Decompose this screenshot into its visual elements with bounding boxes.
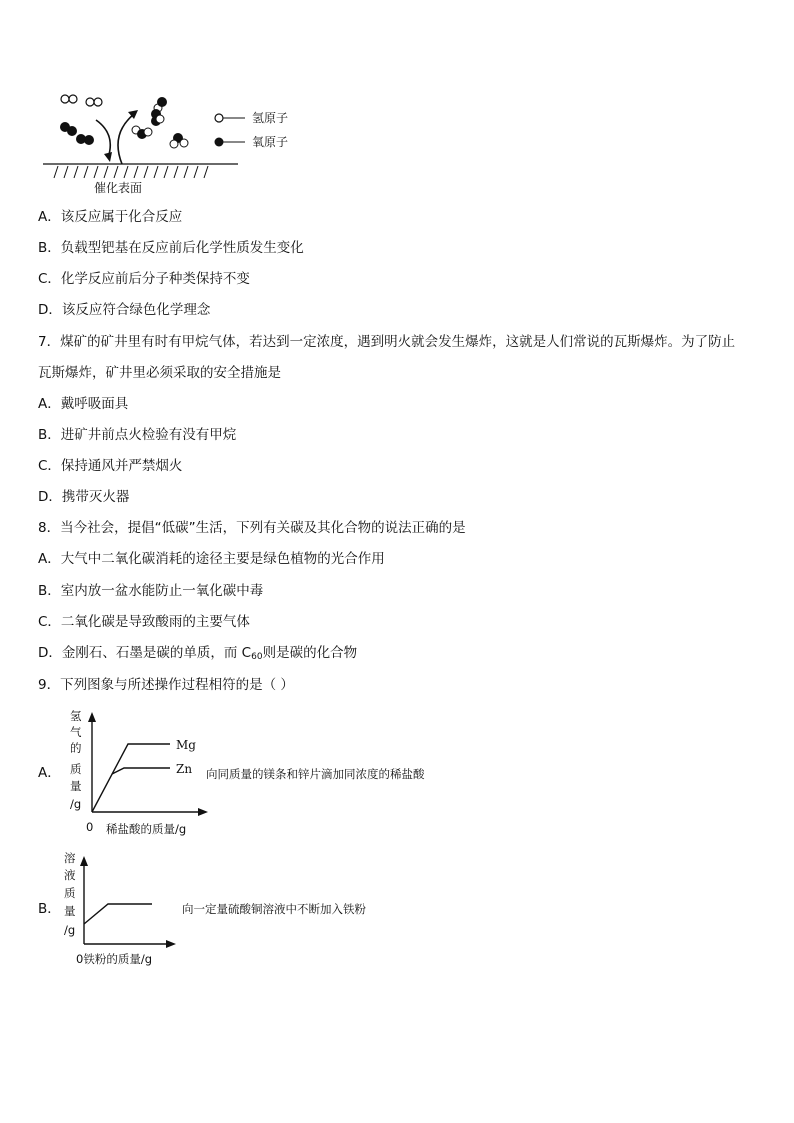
graph-b-curve bbox=[84, 904, 152, 924]
graph-a-description: 向同质量的镁条和锌片滴加同浓度的稀盐酸 bbox=[206, 767, 425, 781]
arrow-up-icon bbox=[118, 114, 134, 164]
graph-a-xlabel: 稀盐酸的质量/g bbox=[106, 822, 187, 836]
q6-option-d: D．该反应符合绿色化学理念 bbox=[38, 302, 211, 318]
h2-molecules bbox=[61, 95, 102, 106]
surface-hatching bbox=[54, 166, 208, 178]
product-molecules bbox=[132, 98, 188, 149]
graph-a-origin: 0 bbox=[86, 820, 94, 834]
q9-option-a-label: A． bbox=[38, 765, 61, 781]
q8-option-d-subscript: 60 bbox=[251, 652, 263, 662]
graph-a-mg-curve bbox=[92, 744, 170, 812]
graph-b-ylabel-2: 液 bbox=[64, 868, 76, 882]
q7-stem-line2: 瓦斯爆炸，矿井里必须采取的安全措施是 bbox=[38, 365, 281, 381]
q6-option-c: C．化学反应前后分子种类保持不变 bbox=[38, 271, 250, 287]
surface-label: 催化表面 bbox=[94, 181, 143, 195]
q9-stem: 9．下列图象与所述操作过程相符的是（ ） bbox=[38, 677, 294, 693]
graph-a-mg-label: Mg bbox=[176, 738, 196, 752]
graph-a-zn-curve bbox=[112, 768, 170, 774]
q9-graph-a bbox=[60, 706, 425, 842]
graph-a-ylabel-1: 氢 bbox=[70, 709, 82, 723]
q8-option-d bbox=[38, 644, 357, 666]
q7-option-a: A．戴呼吸面具 bbox=[38, 396, 129, 412]
q8-option-d-suffix: 则是碳的化合物 bbox=[262, 645, 358, 661]
graph-a-ylabel-4: 质 bbox=[70, 762, 82, 776]
q7-option-c: C．保持通风并严禁烟火 bbox=[38, 458, 183, 474]
graph-a-ylabel-3: 的 bbox=[70, 741, 82, 755]
q7-option-b: B．进矿井前点火检验有没有甲烷 bbox=[38, 427, 237, 443]
graph-b-ylabel-4: 量 bbox=[64, 904, 76, 918]
o2-molecules bbox=[61, 123, 94, 145]
graph-b-description: 向一定量硫酸铜溶液中不断加入铁粉 bbox=[182, 902, 366, 916]
hydrogen-atom-icon bbox=[215, 114, 223, 122]
q8-option-a: A．大气中二氧化碳消耗的途径主要是绿色植物的光合作用 bbox=[38, 551, 385, 567]
graph-a-ylabel-2: 气 bbox=[70, 725, 82, 739]
oxygen-atom-icon bbox=[215, 138, 224, 147]
q7-stem-line1: 7．煤矿的矿井里有时有甲烷气体，若达到一定浓度，遇到明火就会发生爆炸，这就是人们常说的瓦斯爆炸。为了防止 bbox=[38, 334, 736, 350]
graph-b-ylabel-3: 质 bbox=[64, 886, 76, 900]
graph-b-ylabel-1: 溶 bbox=[64, 851, 76, 865]
q6-option-a: A．该反应属于化合反应 bbox=[38, 209, 183, 225]
q9-graph-b bbox=[60, 846, 420, 970]
arrow-down-icon bbox=[96, 120, 110, 158]
q9-option-b-label: B． bbox=[38, 901, 61, 917]
reaction-diagram bbox=[38, 88, 318, 200]
q7-option-d: D．携带灭火器 bbox=[38, 489, 130, 505]
q8-option-c: C．二氧化碳是导致酸雨的主要气体 bbox=[38, 614, 250, 630]
graph-b-xlabel: 0铁粉的质量/g bbox=[76, 952, 152, 966]
graph-a-ylabel-5: 量 bbox=[70, 779, 82, 793]
q6-option-b: B．负载型钯基在反应前后化学性质发生变化 bbox=[38, 240, 304, 256]
graph-a-ylabel-6: /g bbox=[70, 797, 82, 811]
q8-option-b: B．室内放一盆水能防止一氧化碳中毒 bbox=[38, 583, 264, 599]
graph-b-ylabel-5: /g bbox=[64, 923, 76, 937]
graph-a-zn-label: Zn bbox=[176, 762, 193, 776]
q8-option-d-prefix: D．金刚石、石墨是碳的单质，而 C bbox=[38, 645, 252, 661]
legend-oxygen: 氧原子 bbox=[252, 135, 289, 149]
legend-hydrogen: 氢原子 bbox=[252, 111, 289, 125]
q8-stem: 8．当今社会，提倡“低碳”生活，下列有关碳及其化合物的说法正确的是 bbox=[38, 520, 466, 536]
